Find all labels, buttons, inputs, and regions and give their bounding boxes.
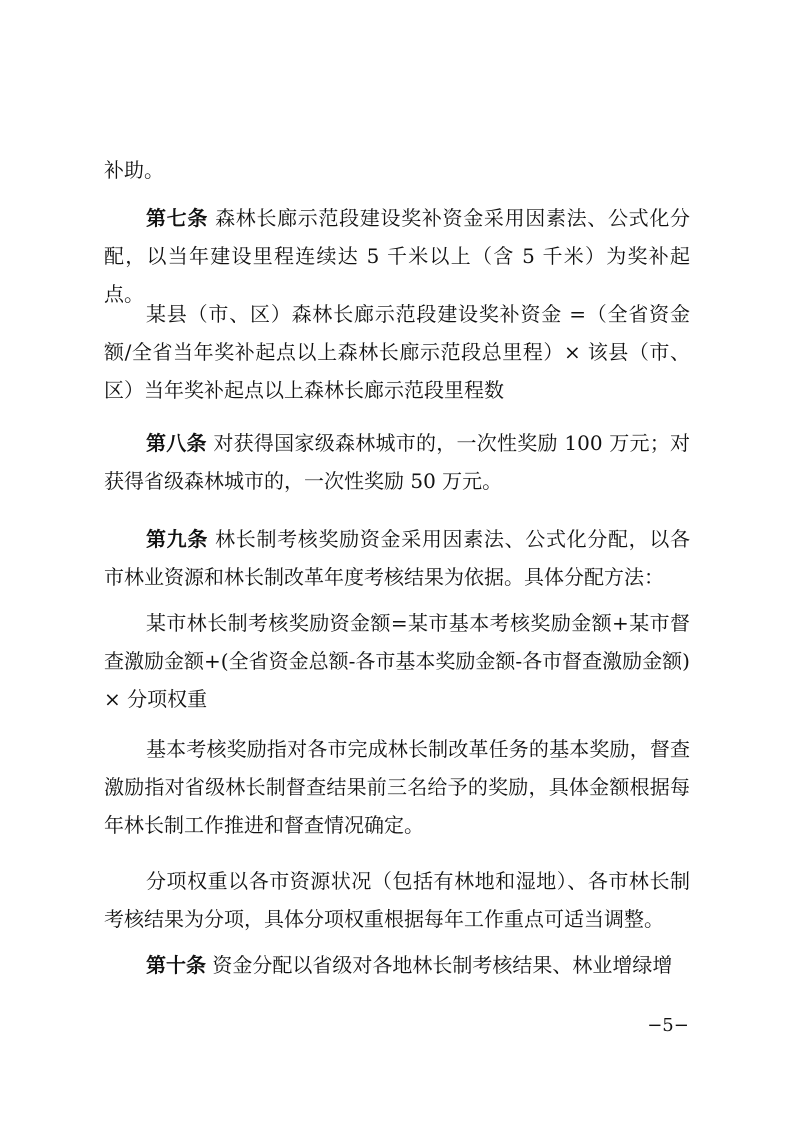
paragraph-weights: 分项权重以各市资源状况（包括有林地和湿地）、各市林长制考核结果为分项，具体分项权重根据每年工作重点可适当调整。	[104, 869, 690, 931]
paragraph-formula-forest-corridor: 某县（市、区）森林长廊示范段建设奖补资金 =（全省资金额/全省当年奖补起点以上森林长廊示范段总里程）× 该县（市、区）当年奖补起点以上森林长廊示范段里程数	[104, 302, 690, 402]
page-number: −5−	[647, 1015, 689, 1036]
paragraph-article-7: 第七条 森林长廊示范段建设奖补资金采用因素法、公式化分配，以当年建设里程连续达 5 千米以上（含 5 千米）为奖补起点。	[104, 206, 691, 306]
paragraph-article-9: 第九条 林长制考核奖励资金采用因素法、公式化分配，以各市林业资源和林长制改革年度考核结果为依据。具体分配方法：	[104, 527, 691, 589]
article-heading: 第七条	[146, 206, 209, 230]
paragraph-formula-chief-assessment: 某市林长制考核奖励资金额=某市基本考核奖励金额+某市督查激励金额+(全省资金总额-各市基本奖励金额-各市督查激励金额) × 分项权重	[104, 611, 690, 711]
article-heading: 第八条	[146, 431, 207, 455]
paragraph-basic-reward: 基本考核奖励指对各市完成林长制改革任务的基本奖励，督查激励指对省级林长制督查结果前三名给予的奖励，具体金额根据每年林长制工作推进和督查情况确定。	[104, 737, 690, 837]
article-heading: 第九条	[146, 527, 209, 551]
paragraph-article-8: 第八条 对获得国家级森林城市的，一次性奖励 100 万元；对获得省级森林城市的，一次性奖励 50 万元。	[104, 431, 690, 493]
paragraph-continuation: 补助。	[104, 158, 164, 182]
paragraph-article-10: 第十条 资金分配以省级对各地林长制考核结果、林业增绿增	[146, 953, 673, 977]
article-heading: 第十条	[146, 953, 206, 977]
